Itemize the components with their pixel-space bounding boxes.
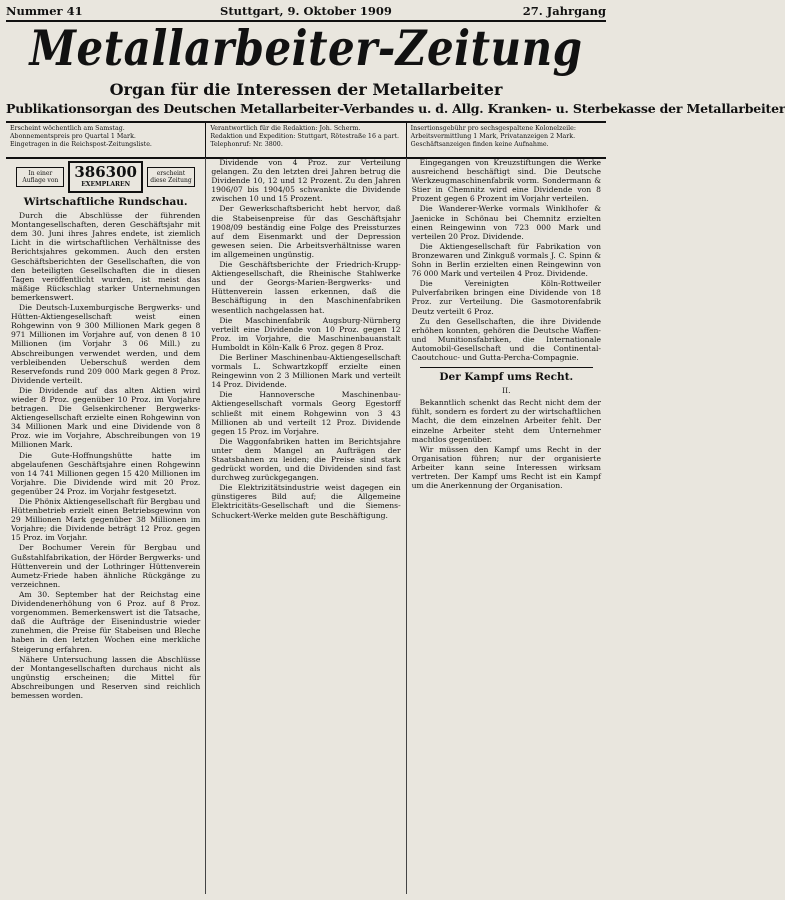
info-line: Eingetragen in die Reichspost-Zeitungsliste. xyxy=(10,141,152,148)
article-paragraph: Die Hannoversche Maschinenbau-Aktiengesellschaft vormals Georg Egestorff schließt mit einem Rohgewinn von 3 43 Millionen ab und verteilt 12 Proz. Dividende gegen 15 Proz. im Vorjahre. xyxy=(211,390,401,436)
editorial-box xyxy=(206,123,406,157)
article-part-number: II. xyxy=(502,386,511,396)
article-paragraph: Die Geschäftsberichte der Friedrich-Krupp-Aktiengesellschaft, die Rheinische Stahlwerke und der Georgs-Marien-Bergwerks- und Hüttenverein lassen erkennen, daß die Beschäftigung in den Maschinenfabriken wesentlich nachgelassen hat. xyxy=(211,260,401,315)
article-paragraph: Die Aktiengesellschaft für Fabrikation von Bronzewaren und Zinkguß vormals J. C. Spinn & Sohn in Berlin erzielten einen Reingewinn von 76 000 Mark und verteilen 4 Proz. Dividende. xyxy=(411,241,601,279)
circulation-number-box xyxy=(68,161,143,192)
article-paragraph: Die Wanderer-Werke vormals Winklhofer & Jaenicke in Schönau bei Chemnitz erzielten einen Reingewinn von 723 000 Mark und verteilen 20 Proz. Dividende. xyxy=(411,204,601,241)
article-separator xyxy=(420,367,593,368)
info-line: Geschäftsanzeigen finden keine Aufnahme. xyxy=(410,141,549,148)
article-heading: Der Kampf ums Recht. xyxy=(439,371,574,384)
article-paragraph: Die Phönix Aktiengesellschaft für Bergbau und Hüttenbetrieb erzielt einen Betriebsgewinn von 29 Millionen Mark gegenüber 38 Millionen im Vorjahre; die Dividende beträgt 12 Proz. gegen 15 Proz. im Vorjahr. xyxy=(11,497,201,543)
circulation-number: 386300 xyxy=(74,163,137,182)
info-line: Telephonruf: Nr. 3800. xyxy=(210,141,283,148)
article-paragraph: Die Dividende auf das alten Aktien wird wieder 8 Proz. gegenüber 10 Proz. im Vorjahre betragen. Die Gelsenkirchener Bergwerks-Aktiengesellschaft erzielte einen Rohgewinn von 34 Millionen Mark und eine Dividende von 8 Proz. wie im Vorjahre, Abschreibungen von 19 Millionen Mark. xyxy=(11,385,201,450)
article-paragraph: Die Gute-Hoffnungshütte hatte im abgelaufenen Geschäftsjahre einen Rohgewinn von 14 741 Millionen gegen 15 420 Millionen im Vorjahre. Die Dividende wird mit 20 Proz. gegenüber 24 Proz. im Vorjahr festgesetzt. xyxy=(11,450,201,496)
info-line: Redaktion und Expedition: Stuttgart, Rötestraße 16 a part. xyxy=(210,133,400,140)
article-paragraph: Bekanntlich schenkt das Recht nicht dem der fühlt, sondern es fordert zu der wirtschaftlichen Macht, die dem einzelnen Arbeiter fehlt. Der einzelne Arbeiter steht dem Unternehmer machtlos gegenüber. xyxy=(411,398,601,444)
article-paragraph: Am 30. September hat der Reichstag eine Dividendenerhöhung von 6 Proz. auf 8 Proz. vorgenommen. Bemerkenswert ist die Tatsache, daß die Aufträge der Eisenindustrie wieder zunehmen, die Preise für Stabeisen und Bleche haben in den letzten Wochen eine merkliche Steigerung erfahren. xyxy=(11,589,201,654)
info-line: Arbeitsvermittlung 1 Mark, Privatanzeigen 2 Mark. xyxy=(410,133,576,140)
info-line: Abonnementspreis pro Quartal 1 Mark. xyxy=(10,133,136,140)
top-info-line xyxy=(6,4,606,22)
article-columns xyxy=(6,158,606,894)
stamp-right-text: erscheint diese Zeitung xyxy=(147,167,195,187)
article-paragraph: Die Berliner Maschinenbau-Aktiengesellschaft vormals L. Schwartzkopff erzielte einen Reingewinn von 2 3 Millionen Mark und verteilt 14 Proz. Dividende. xyxy=(211,352,401,390)
info-line: Erscheint wöchentlich am Samstag. xyxy=(10,125,125,132)
article-paragraph: Die Deutsch-Luxemburgische Bergwerks- und Hütten-Aktiengesellschaft weist einen Rohgewinn von 9 300 Millionen Mark gegen 8 971 Millionen im Vorjahre auf, von denen 8 10 Millionen (im Vorjahr 3 06 Mill.) zu Abschreibungen verwendet werden, und dem verbleibenden Ueberschuß werden dem Reservefonds rund 209 000 Mark gegen 8 Proz. Dividende verteilt. xyxy=(11,303,201,385)
column-1 xyxy=(6,158,206,894)
info-bar xyxy=(6,121,606,159)
subscription-box xyxy=(6,123,206,157)
article-paragraph: Durch die Abschlüsse der führenden Montangesellschaften, deren Geschäftsjahr mit dem 30. Juni ihres Jahres endete, ist ziemlich Licht in die wirtschaftlichen Verhältnisse des Berichtsjahres gekommen. Auch den ersten Geschäftsberichten der Gesellschaften, die von den beteiligten Gesellschaften die in diesen Tagen veröffentlicht wurden, ist meist das mäßige Rückschlag starker Unternehmungen bemerkenswert. xyxy=(11,211,201,302)
article-paragraph: Dividende von 4 Proz. zur Verteilung gelangen. Zu den letzten drei Jahren betrug die Dividende 10, 12 und 12 Prozent. Zu den Jahren 1906/07 bis 1904/05 schwankte die Dividende zwischen 10 und 15 Prozent. xyxy=(211,158,401,204)
circulation-stamp xyxy=(11,162,200,192)
column-3 xyxy=(407,158,606,894)
article-paragraph: Die Vereinigten Köln-Rottweiler Pulverfabriken bringen eine Dividende von 18 Proz. zur Verteilung. Die Gasmotorenfabrik Deutz verteilt 6 Proz. xyxy=(411,279,601,316)
column-2 xyxy=(206,158,406,894)
masthead-subtitle: Organ für die Interessen der Metallarbeiter xyxy=(109,80,503,99)
article-paragraph: Zu den Gesellschaften, die ihre Dividende erhöhen konnten, gehören die Deutsche Waffen- und Munitionsfabriken, die Internationale Automobil-Gesellschaft und die Continental-Caoutchouc- und Gutta-Percha-Compagnie. xyxy=(411,316,601,362)
masthead-title: Metallarbeiter-Zeitung xyxy=(29,20,583,77)
article-paragraph: Die Elektrizitätsindustrie weist dagegen ein günstigeres Bild auf; die Allgemeine Elektricitäts-Gesellschaft und die Siemens-Schuckert-Werke melden gute Beschäftigung. xyxy=(211,483,401,520)
article-paragraph: Wir müssen den Kampf ums Recht in der Organisation führen; nur der organisierte Arbeiter kann seine Interessen wirksam vertreten. Der Kampf ums Recht ist ein Kampf um die Anerkennung der Organisation. xyxy=(411,444,601,491)
article-paragraph: Die Waggonfabriken hatten im Berichtsjahre unter dem Mangel an Aufträgen der Staatsbahnen zu leiden; die Preise sind stark gedrückt worden, und die Dividenden sind fast durchweg zurückgegangen. xyxy=(211,436,401,483)
article-paragraph: Der Bochumer Verein für Bergbau und Gußstahlfabrikation, der Hörder Bergwerks- und Hüttenverein und der Lothringer Hüttenverein Aumetz-Friede haben ähnliche Rückgänge zu verzeichnen. xyxy=(11,543,201,589)
article-paragraph: Nähere Untersuchung lassen die Abschlüsse der Montangesellschaften durchaus nicht als ungünstig erscheinen; die Mittel für Abschreibungen und Reserven sind reichlich bemessen worden. xyxy=(11,654,201,700)
stamp-left-text: In einer Auflage von xyxy=(16,167,64,187)
issue-number: Nummer 41 xyxy=(6,4,83,18)
article-paragraph: Eingegangen von Kreuzstiftungen die Werke ausreichend beschäftigt sind. Die Deutsche Werkzeugmaschinenfabrik vorm. Sondermann & Stier in Chemnitz wird eine Dividende von 8 Prozent gegen 6 Prozent im Vorjahr verteilen. xyxy=(411,158,601,204)
article-heading: Wirtschaftliche Rundschau. xyxy=(23,196,188,208)
advertising-box xyxy=(407,123,606,157)
circulation-label: EXEMPLAREN xyxy=(81,181,131,189)
place-date: Stuttgart, 9. Oktober 1909 xyxy=(220,4,392,18)
info-line: Insertionsgebühr pro sechsgespaltene Kolonelzeile: xyxy=(410,125,576,132)
info-line: Verantwortlich für die Redaktion: Joh. Scherm. xyxy=(210,125,361,132)
article-paragraph: Der Gewerkschaftsbericht hebt hervor, daß die Stabeisenpreise für das Geschäftsjahr 1908/09 beständig eine Folge des Preissturzes auf dem Eisenmarkt und der Depression gewesen seien. Die Arbeitsverhältnisse waren im allgemeinen ungünstig. xyxy=(211,204,401,259)
volume-number: 27. Jahrgang xyxy=(522,4,606,18)
article-paragraph: Die Maschinenfabrik Augsburg-Nürnberg verteilt eine Dividende von 10 Proz. gegen 12 Proz. im Vorjahre, die Maschinenbauanstalt Humboldt in Köln-Kalk 6 Proz. gegen 8 Proz. xyxy=(211,315,401,352)
publication-line: Publikationsorgan des Deutschen Metallarbeiter-Verbandes u. d. Allg. Kranken- u. Sterbekasse der Metallarbeiter xyxy=(6,101,785,116)
